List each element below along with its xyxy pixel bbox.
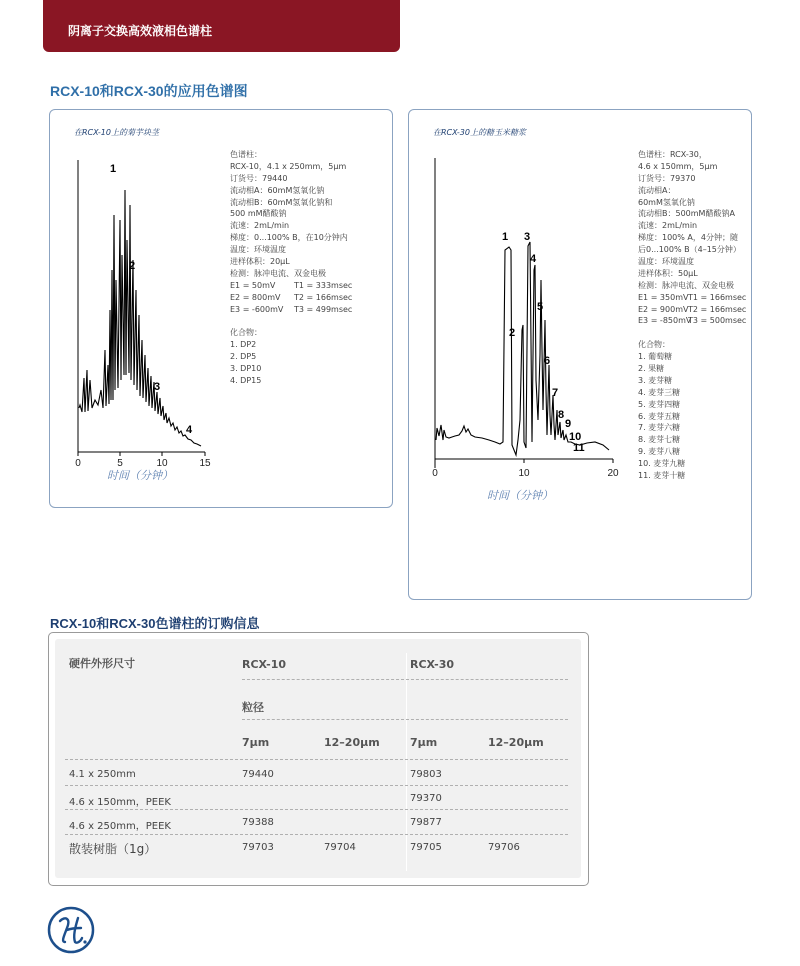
chart2-ticks [435,459,613,463]
part-number: 79388 [242,817,274,828]
chart2-plot [427,150,627,480]
section-title-ordering: RCX-10和RCX-30色谱柱的订购信息 [50,616,260,631]
header-rcx30: RCX-30 [410,658,454,671]
chart2-condition-line: 检测：脉冲电流、双金电极 [638,280,734,290]
chart2-condition-line: 流速：2mL/min [638,221,698,231]
chart2-peak-label-1: 1 [502,231,509,243]
chart2-compound: 5. 麦芽四糖 [638,399,681,409]
chart2-tick-1: 10 [518,468,530,479]
size-rcx10-12-20um: 12–20μm [324,736,380,749]
chart1-peak-label-2: 2 [129,260,136,272]
chart1-compound: 1. DP2 [230,340,257,350]
chart1-tick-1: 5 [117,458,123,469]
chart2-peak-label-4: 4 [530,253,537,265]
row-label: 4.1 x 250mm [69,769,136,780]
chart2-subtitle: 在RCX-30上的糖玉米糖浆 [433,128,526,137]
chart1-condition-line: 检测：脉冲电流、双金电极 [230,268,326,278]
header-rcx10: RCX-10 [242,658,286,671]
chart2-compound: 8. 麦芽七糖 [638,435,681,445]
chart1-trace [79,190,201,446]
chart1-pulse-e: E2 = 800mV [230,292,281,302]
chart1-ticks [78,452,205,456]
chart2-pulse-e: E3 = -850mV [638,316,692,326]
chart2-compound: 2. 果糖 [638,364,665,374]
chart1-pulse-e: E3 = -600mV [230,304,284,314]
chart2-condition-line: 进样体积：50μL [638,268,698,278]
row-label: 4.6 x 150mm，PEEK [69,797,171,808]
size-rcx30-12-20um: 12–20μm [488,736,544,749]
chart1-subtitle: 在RCX-10上的菊芋块茎 [74,128,159,137]
row-label: 散装树脂（1g） [69,842,157,856]
chart1-compound: 2. DP5 [230,352,257,362]
chart2-peak-label-11: 11 [573,442,585,454]
chart2-peak-label-9: 9 [565,418,572,430]
chart2-peak-label-6: 6 [544,355,551,367]
chart2-compound: 11. 麦芽十糖 [638,471,686,481]
column-divider [406,653,407,871]
part-number: 79705 [410,842,442,853]
chart1-tick-0: 0 [75,458,81,469]
part-number: 79440 [242,769,274,780]
chart1-condition-line: 订货号：79440 [230,173,288,183]
chart2-condition-line: 4.6 x 150mm，5μm [638,161,718,171]
chart2-compound: 4. 麦芽三糖 [638,387,681,397]
particle-size-label: 粒径 [242,701,264,714]
chart2-compound: 9. 麦芽八糖 [638,447,681,457]
chart2-compound: 1. 葡萄糖 [638,352,673,362]
row-divider [65,785,568,786]
chart1-condition-line: 流速：2mL/min [230,221,290,231]
chart2-condition-line: 色谱柱：RCX-30， [638,150,707,159]
chart1-compound: 3. DP10 [230,364,262,374]
chart2-pulse-t: T3 = 500msec [688,316,747,326]
chart2-pulse-e: E1 = 350mV [638,292,689,302]
chart1-pulse-t: T3 = 499msec [294,304,353,314]
chart2-trace [436,242,609,455]
chart1-condition-line: 流动相B：60mM氢氧化钠和 [230,197,333,207]
chart2-condition-line: 流动相B：500mM醋酸钠A [638,209,735,219]
chart2-compounds-title: 化合物： [638,340,670,350]
chart1-peak-label-4: 4 [186,424,193,436]
chart1-peak-label-3: 3 [154,381,161,393]
chart2-compound: 10. 麦芽九糖 [638,459,686,469]
chart1-condition-line: 色谱柱： [230,150,262,159]
chart2-condition-line: 温度：环境温度 [638,257,694,267]
chart1-condition-line: 500 mM醋酸钠 [230,209,287,219]
chart1-x-axis-label: 时间（分钟） [107,469,173,482]
chart1-condition-line: 流动相A：60mM氢氧化钠 [230,185,325,195]
chart2-peak-label-3: 3 [524,231,531,243]
ordering-table [48,632,589,886]
chart1-conditions [230,149,353,387]
chart2-peak-label-10: 10 [569,431,582,443]
chart2-tick-2: 20 [607,468,619,479]
chart1-tick-2: 10 [156,458,168,469]
chart1-pulse-e: E1 = 50mV [230,280,276,290]
part-number: 79703 [242,842,274,853]
chart1-condition-line: 温度：环境温度 [230,245,286,255]
row-divider [242,719,568,720]
chart2-pulse-t: T2 = 166msec [688,304,747,314]
size-rcx10-7um: 7μm [242,736,270,749]
chart2-peak-label-7: 7 [552,387,559,399]
part-number: 79877 [410,817,442,828]
chart2-condition-line: 60mM氢氧化钠 [638,197,695,207]
chart2-conditions [638,149,747,482]
chart2-compound: 6. 麦芽五糖 [638,411,681,421]
chart1-pulse-t: T1 = 333msec [294,280,353,290]
chart2-peak-label-8: 8 [558,409,565,421]
size-rcx30-7um: 7μm [410,736,438,749]
row-divider [65,809,568,810]
chart2-compound: 7. 麦芽六糖 [638,423,681,433]
chart1-pulse-t: T2 = 166msec [294,292,353,302]
row-divider [242,679,568,680]
chart1-tick-3: 15 [199,458,211,469]
part-number: 79704 [324,842,356,853]
chart1-condition-line: 进样体积：20μL [230,257,290,267]
chart2-peak-label-2: 2 [509,327,516,339]
chart1-compound: 4. DP15 [230,375,262,385]
chart1-peak-label-1: 1 [110,163,117,175]
row-divider [65,759,568,760]
chart2-compound: 3. 麦芽糖 [638,375,673,385]
chart2-peak-label-5: 5 [537,301,544,313]
hamilton-logo-icon [47,906,95,954]
chart2-pulse-e: E2 = 900mV [638,304,689,314]
chart1-compounds-title: 化合物： [230,328,262,338]
part-number: 79706 [488,842,520,853]
chart1-condition-line: 梯度：0...100% B，在10分钟内 [230,233,348,243]
chart1-condition-line: RCX-10，4.1 x 250mm，5μm [230,161,347,171]
chart1-plot [70,150,240,480]
chart2-condition-line: 订货号：79370 [638,173,696,183]
chromatogram-panel-rcx30 [408,109,752,600]
part-number: 79370 [410,793,442,804]
chart2-condition-line: 流动相A： [638,185,676,195]
header-banner [43,0,400,52]
chart2-tick-0: 0 [432,468,438,479]
chart2-condition-line: 后0...100% B（4–15分钟） [638,245,741,255]
chart2-x-axis-label: 时间（分钟） [487,489,553,502]
section-title-chromatograms: RCX-10和RCX-30的应用色谱图 [50,83,248,99]
part-number: 79803 [410,769,442,780]
banner-title: 阴离子交换高效液相色谱柱 [68,24,213,38]
row-label: 4.6 x 250mm，PEEK [69,821,171,832]
header-hardware: 硬件外形尺寸 [69,657,135,670]
row-divider [65,834,568,835]
chart2-condition-line: 梯度：100% A，4分钟；随 [638,233,738,243]
chart2-pulse-t: T1 = 166msec [688,292,747,302]
chromatogram-panel-rcx10 [49,109,393,508]
ordering-table-body [55,639,581,878]
